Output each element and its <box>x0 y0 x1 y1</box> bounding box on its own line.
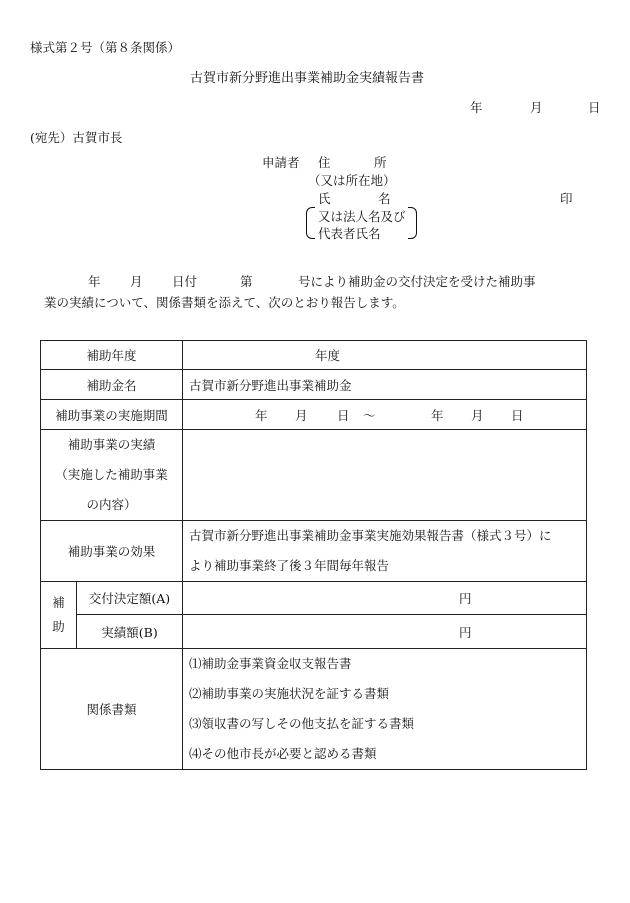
body-line2: 業の実績について、関係書類を添えて、次のとおり報告します。 <box>44 295 405 310</box>
fiscal-year-label: 補助年度 <box>41 341 183 370</box>
documents-label: 関係書類 <box>41 649 183 770</box>
right-bracket <box>408 207 417 239</box>
period-end-day: 日 <box>511 407 524 423</box>
decision-amount-field[interactable] <box>183 582 587 615</box>
address-label-b: 所 <box>374 155 387 170</box>
row-results <box>41 430 587 521</box>
results-label <box>41 430 183 521</box>
left-bracket <box>306 207 315 239</box>
applicant-label: 申請者 <box>262 155 300 170</box>
body-number-prefix: 第 <box>240 274 253 289</box>
effect-value <box>183 521 587 582</box>
effect-line2: より補助事業終了後３年間毎年報告 <box>189 558 390 573</box>
effect-label: 補助事業の効果 <box>41 521 183 582</box>
page-title: 古賀市新分野進出事業補助金実績報告書 <box>190 71 425 86</box>
grant-name-label: 補助金名 <box>41 370 183 400</box>
results-label-line2: （実施した補助事業 <box>55 467 168 482</box>
period-start-month: 月 <box>295 407 308 423</box>
period-start-year: 年 <box>255 407 268 423</box>
row-decision-amount <box>41 582 587 615</box>
subsidy-group-label-1: 補 <box>52 595 65 610</box>
seal-mark: 印 <box>560 191 573 206</box>
body-year: 年 <box>88 274 101 289</box>
fiscal-year-field[interactable] <box>183 341 587 370</box>
body-month: 月 <box>130 274 143 289</box>
report-table <box>40 340 587 770</box>
documents-list <box>183 649 587 770</box>
decision-amount-label: 交付決定額(A) <box>77 582 183 615</box>
row-effect <box>41 521 587 582</box>
corp-name-line1: 又は法人名及び <box>318 209 406 224</box>
addressee: (宛先）古賀市長 <box>30 130 123 145</box>
results-label-line3: の内容） <box>86 497 137 512</box>
document-item: ⑶領収書の写しその他支払を証する書類 <box>189 716 415 731</box>
period-end-year: 年 <box>431 407 444 423</box>
name-label-a: 氏 <box>318 191 331 206</box>
body-line1-rest: 号により補助金の交付決定を受けた補助事 <box>298 274 536 289</box>
form-number: 様式第２号（第８条関係） <box>30 40 181 55</box>
date-month: 月 <box>530 100 543 115</box>
row-documents <box>41 649 587 770</box>
period-end-month: 月 <box>471 407 484 423</box>
name-label-b: 名 <box>378 191 391 206</box>
effect-line1: 古賀市新分野進出事業補助金事業実施効果報告書（様式３号）に <box>189 528 552 543</box>
address-alt-label: （又は所在地） <box>308 173 396 188</box>
results-label-line1: 補助事業の実績 <box>67 437 156 452</box>
document-item: ⑴補助金事業資金収支報告書 <box>189 656 352 671</box>
date-year: 年 <box>470 100 483 115</box>
row-period <box>41 400 587 430</box>
document-item: ⑷その他市長が必要と認める書類 <box>189 746 377 761</box>
corp-name-line2: 代表者氏名 <box>318 226 381 241</box>
row-fiscal-year <box>41 341 587 370</box>
decision-amount-unit: 円 <box>459 591 472 606</box>
fiscal-year-unit: 年度 <box>315 348 341 363</box>
grant-name-value: 古賀市新分野進出事業補助金 <box>183 370 587 400</box>
period-start-day: 日 <box>337 407 350 423</box>
body-day: 日付 <box>172 274 198 289</box>
row-grant-name <box>41 370 587 400</box>
results-field[interactable] <box>183 430 587 521</box>
period-field[interactable] <box>183 400 587 430</box>
row-actual-amount <box>41 615 587 649</box>
address-label-a: 住 <box>318 155 331 170</box>
subsidy-group-label-2: 助 <box>52 619 65 634</box>
subsidy-group-label <box>41 582 77 649</box>
date-day: 日 <box>588 100 601 115</box>
period-tilde: ～ <box>363 407 376 423</box>
actual-amount-label: 実績額(B) <box>77 615 183 649</box>
actual-amount-field[interactable] <box>183 615 587 649</box>
document-item: ⑵補助事業の実施状況を証する書類 <box>189 686 390 701</box>
period-label: 補助事業の実施期間 <box>41 400 183 430</box>
actual-amount-unit: 円 <box>459 624 472 640</box>
